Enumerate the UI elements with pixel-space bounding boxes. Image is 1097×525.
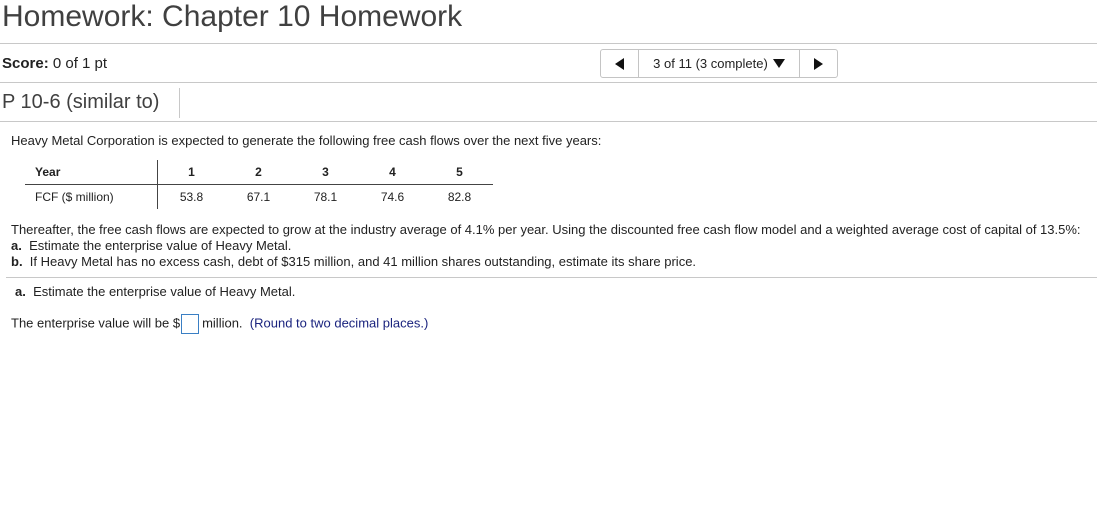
year-cell: 1	[158, 160, 226, 185]
answer-part-text: Estimate the enterprise value of Heavy Metal.	[33, 284, 296, 299]
title-divider	[0, 43, 1097, 44]
year-cell: 3	[292, 160, 359, 185]
part-b-text: If Heavy Metal has no excess cash, debt of $315 million, and 41 million shares outstanding, estimate its share price.	[29, 254, 697, 269]
answer-part-letter: a.	[15, 284, 26, 299]
problem-id-separator	[179, 88, 180, 118]
part-b-letter: b.	[11, 254, 23, 269]
fcf-value-cell: 67.1	[246, 190, 271, 204]
previous-question-button[interactable]	[600, 49, 639, 78]
question-selector[interactable]	[639, 49, 799, 78]
part-a-question	[11, 238, 291, 253]
problem-body: Thereafter, the free cash flows are expected to grow at the industry average of 4.1% per year. Using the discounted free cash flow model and a weighted average cost of capital of 13.5%:	[11, 222, 1081, 237]
fcf-table	[25, 160, 493, 209]
left-arrow-icon	[615, 58, 624, 70]
year-cell: 4	[359, 160, 426, 185]
enterprise-value-input[interactable]	[181, 314, 199, 334]
fcf-value-cell: 74.6	[380, 190, 405, 204]
part-a-text: Estimate the enterprise value of Heavy Metal.	[29, 238, 292, 253]
fcf-value-cell: 82.8	[447, 190, 472, 204]
year-header: Year	[25, 160, 158, 185]
part-b-question	[11, 254, 696, 269]
part-a-letter: a.	[11, 238, 22, 253]
answer-part-heading	[15, 284, 295, 299]
answer-prefix: The enterprise value will be $	[11, 315, 181, 331]
answer-suffix: million.	[202, 315, 243, 331]
year-cell: 2	[225, 160, 292, 185]
fcf-value-cell: 53.8	[179, 190, 204, 204]
fcf-row-label: FCF ($ million)	[25, 185, 158, 210]
score-value: 0 of 1 pt	[52, 55, 108, 72]
homework-title: Homework: Chapter 10 Homework	[2, 0, 463, 33]
table-header-row	[25, 160, 493, 185]
score-label: Score:	[2, 55, 49, 72]
question-divider	[6, 277, 1097, 278]
score	[2, 55, 107, 72]
question-position-label: 3 of 11 (3 complete)	[653, 56, 768, 71]
table-row	[25, 185, 493, 210]
right-arrow-icon	[814, 58, 823, 70]
rounding-hint: (Round to two decimal places.)	[249, 315, 429, 331]
score-divider	[0, 82, 1097, 83]
next-question-button[interactable]	[799, 49, 838, 78]
answer-line	[11, 314, 428, 334]
problem-id: P 10-6 (similar to)	[2, 91, 160, 113]
fcf-value-cell: 78.1	[313, 190, 338, 204]
question-navigator	[600, 49, 838, 78]
caret-down-icon	[773, 59, 785, 68]
problem-intro: Heavy Metal Corporation is expected to generate the following free cash flows over the next five years:	[11, 133, 602, 148]
year-cell: 5	[426, 160, 493, 185]
problem-divider	[0, 121, 1097, 122]
